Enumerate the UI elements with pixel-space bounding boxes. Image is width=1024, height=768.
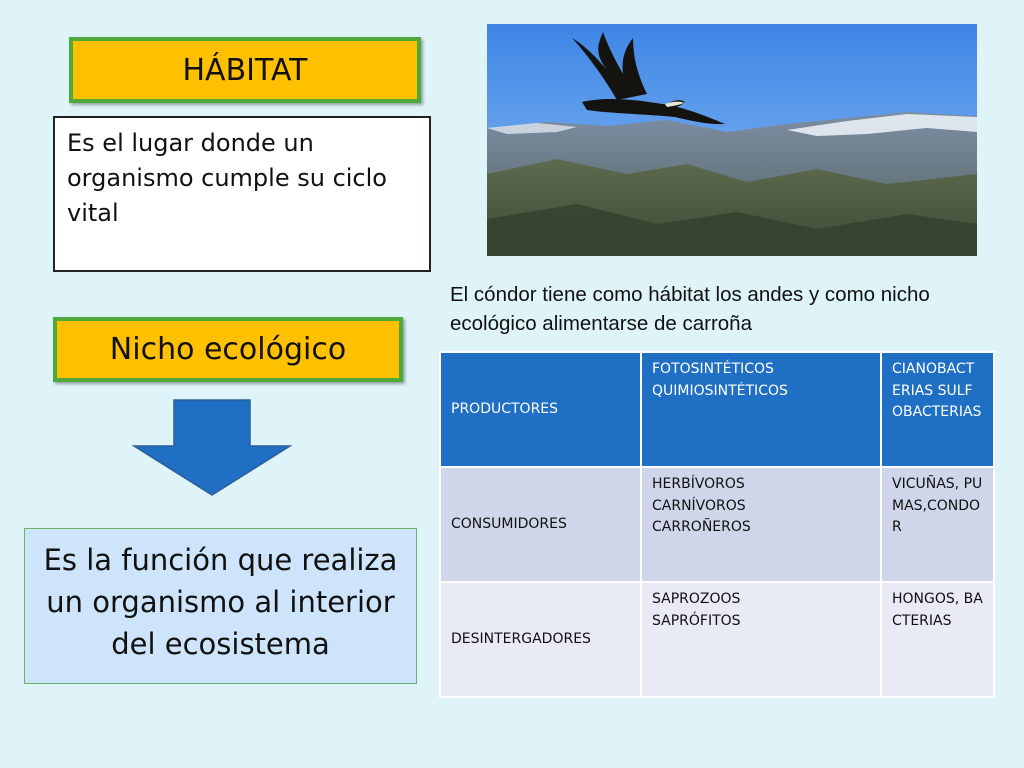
nicho-title xyxy=(53,317,403,382)
habitat-title xyxy=(69,37,421,103)
down-arrow-icon xyxy=(132,398,292,498)
habitat-definition: Es el lugar donde un organismo cumple su ciclo vital xyxy=(53,116,431,272)
types-cell xyxy=(641,352,881,467)
table-row xyxy=(440,582,994,697)
types-cell xyxy=(641,467,881,582)
table-row xyxy=(440,352,994,467)
examples-cell: HONGOS, BACTERIAS xyxy=(881,582,994,697)
type-item: SAPROZOOS xyxy=(652,591,741,607)
category-cell: CONSUMIDORES xyxy=(440,467,641,582)
condor-caption: El cóndor tiene como hábitat los andes y como nicho ecológico alimentarse de carroña xyxy=(450,283,930,335)
category-cell: DESINTERGADORES xyxy=(440,582,641,697)
type-item: CARNÍVOROS xyxy=(652,497,746,514)
habitat-title-text: HÁBITAT xyxy=(182,52,308,88)
table-row xyxy=(440,467,994,582)
nicho-definition: Es la función que realiza un organismo al interior del ecosistema xyxy=(24,528,417,684)
examples-cell: VICUÑAS, PUMAS,CONDOR xyxy=(881,467,994,582)
type-item: QUIMIOSINTÉTICOS xyxy=(652,382,788,399)
type-item: SAPRÓFITOS xyxy=(652,612,741,629)
type-item: CARROÑEROS xyxy=(652,519,751,536)
condor-mountain-photo xyxy=(487,24,977,256)
nicho-title-text: Nicho ecológico xyxy=(109,332,347,367)
examples-cell: CIANOBACTERIAS SULFOBACTERIAS xyxy=(881,352,994,467)
type-item: HERBÍVOROS xyxy=(652,476,745,492)
type-item: FOTOSINTÉTICOS xyxy=(652,361,774,377)
ecology-table xyxy=(439,351,995,698)
types-cell xyxy=(641,582,881,697)
category-cell: PRODUCTORES xyxy=(440,352,641,467)
